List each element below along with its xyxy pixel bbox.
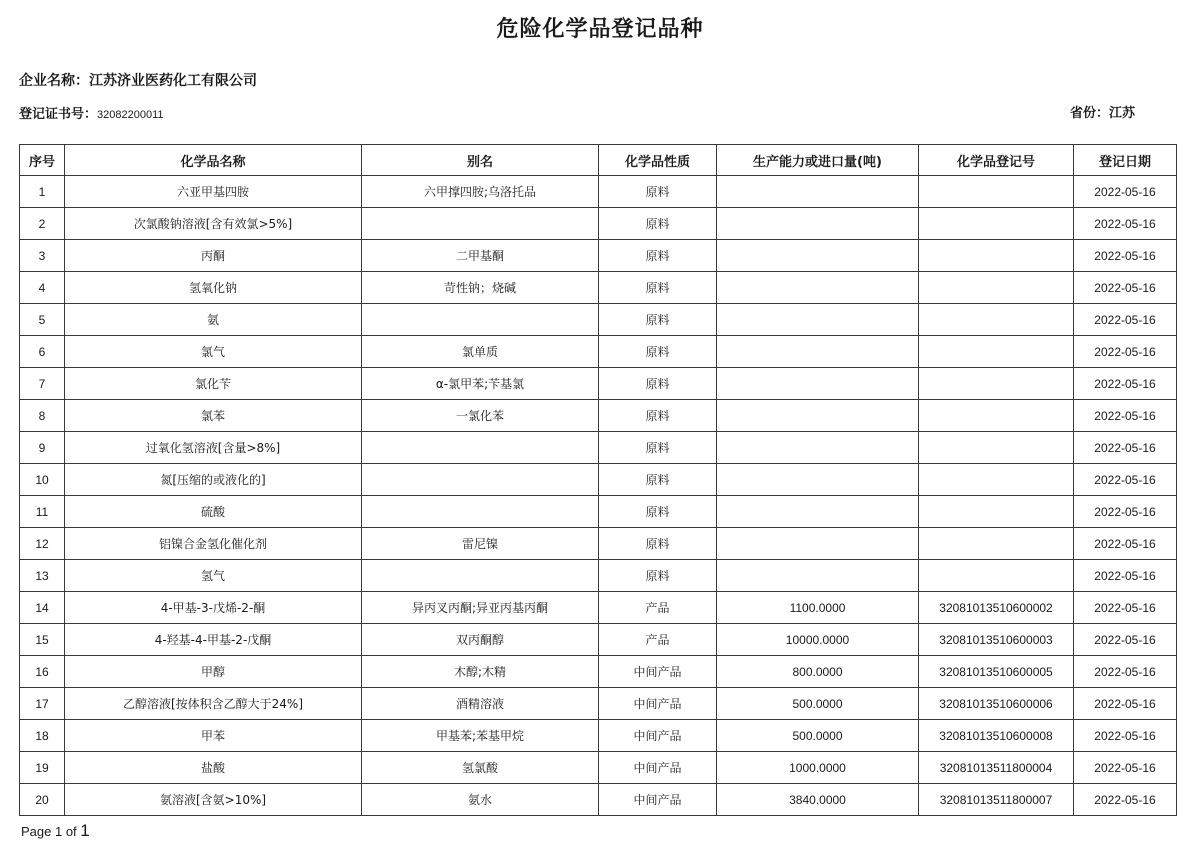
cell-name: 氢气 [65,560,362,592]
cell-alias: 木醇;木精 [362,656,599,688]
cell-reg-no [919,304,1074,336]
cell-reg-no [919,240,1074,272]
cell-nature: 原料 [599,432,717,464]
table-row [20,304,1177,336]
registration-table [19,144,1177,816]
cell-date: 2022-05-16 [1074,688,1177,720]
cell-capacity [717,272,919,304]
company-line [19,70,257,90]
header-reg-no: 化学品登记号 [919,145,1074,176]
table-row [20,464,1177,496]
cell-name: 乙醇溶液[按体积含乙醇大于24%] [65,688,362,720]
cell-name: 盐酸 [65,752,362,784]
cell-no: 19 [20,752,65,784]
cell-capacity: 3840.0000 [717,784,919,816]
table-row [20,656,1177,688]
cell-nature: 原料 [599,208,717,240]
cell-no: 4 [20,272,65,304]
page-footer-total: 1 [80,821,90,840]
table-row [20,176,1177,208]
cell-alias: 雷尼镍 [362,528,599,560]
cell-no: 8 [20,400,65,432]
table-row [20,496,1177,528]
cell-reg-no [919,336,1074,368]
cell-alias: 酒精溶液 [362,688,599,720]
table-row [20,336,1177,368]
table-row [20,560,1177,592]
cell-reg-no [919,176,1074,208]
cell-nature: 原料 [599,464,717,496]
header-name: 化学品名称 [65,145,362,176]
cell-no: 20 [20,784,65,816]
table-header-row [20,145,1177,176]
cell-date: 2022-05-16 [1074,400,1177,432]
cell-capacity [717,304,919,336]
cell-reg-no: 32081013510600002 [919,592,1074,624]
cell-name: 氮[压缩的或液化的] [65,464,362,496]
cell-alias [362,208,599,240]
cell-nature: 原料 [599,368,717,400]
cell-capacity [717,368,919,400]
cell-no: 1 [20,176,65,208]
cell-reg-no: 32081013510600008 [919,720,1074,752]
cell-name: 次氯酸钠溶液[含有效氯>5%] [65,208,362,240]
cell-nature: 原料 [599,272,717,304]
cell-no: 5 [20,304,65,336]
cell-alias: 氢氯酸 [362,752,599,784]
cell-alias: 氨水 [362,784,599,816]
cell-name: 氯气 [65,336,362,368]
cell-reg-no [919,400,1074,432]
table-row [20,720,1177,752]
table-row [20,432,1177,464]
cell-date: 2022-05-16 [1074,432,1177,464]
cell-nature: 原料 [599,560,717,592]
cell-alias [362,560,599,592]
cell-name: 氨溶液[含氨>10%] [65,784,362,816]
cell-date: 2022-05-16 [1074,528,1177,560]
cell-alias [362,304,599,336]
table-row [20,688,1177,720]
cell-capacity: 10000.0000 [717,624,919,656]
cell-alias: 甲基苯;苯基甲烷 [362,720,599,752]
cell-capacity [717,176,919,208]
cell-reg-no: 32081013510600006 [919,688,1074,720]
cell-name: 过氧化氢溶液[含量>8%] [65,432,362,464]
table-row [20,784,1177,816]
cell-capacity [717,336,919,368]
cell-alias: α-氯甲苯;苄基氯 [362,368,599,400]
cell-capacity: 1000.0000 [717,752,919,784]
cell-capacity [717,400,919,432]
cell-capacity: 1100.0000 [717,592,919,624]
cell-alias: 一氯化苯 [362,400,599,432]
certificate-number: 32082200011 [97,109,164,121]
province-line [1070,102,1135,121]
cell-no: 7 [20,368,65,400]
cell-date: 2022-05-16 [1074,368,1177,400]
cell-name: 4-甲基-3-戊烯-2-酮 [65,592,362,624]
cell-no: 17 [20,688,65,720]
cell-capacity [717,240,919,272]
cell-nature: 中间产品 [599,688,717,720]
cell-name: 硫酸 [65,496,362,528]
cell-date: 2022-05-16 [1074,624,1177,656]
cell-name: 铝镍合金氢化催化剂 [65,528,362,560]
header-alias: 别名 [362,145,599,176]
cell-date: 2022-05-16 [1074,720,1177,752]
cell-date: 2022-05-16 [1074,240,1177,272]
cell-no: 12 [20,528,65,560]
header-capacity: 生产能力或进口量(吨) [717,145,919,176]
cell-alias: 六甲撑四胺;乌洛托品 [362,176,599,208]
cell-reg-no: 32081013511800007 [919,784,1074,816]
cell-capacity [717,560,919,592]
cell-nature: 产品 [599,592,717,624]
table-body [20,176,1177,816]
cell-nature: 产品 [599,624,717,656]
cell-nature: 原料 [599,336,717,368]
table-row [20,528,1177,560]
table-row [20,400,1177,432]
cell-no: 16 [20,656,65,688]
cell-alias [362,464,599,496]
company-name: 江苏济业医药化工有限公司 [89,73,257,89]
cell-capacity: 500.0000 [717,720,919,752]
cell-reg-no [919,464,1074,496]
cell-no: 18 [20,720,65,752]
cell-date: 2022-05-16 [1074,592,1177,624]
cell-no: 10 [20,464,65,496]
cell-reg-no: 32081013510600003 [919,624,1074,656]
cell-nature: 原料 [599,528,717,560]
cell-reg-no: 32081013511800004 [919,752,1074,784]
cell-alias: 异丙叉丙酮;异亚丙基丙酮 [362,592,599,624]
cell-nature: 原料 [599,304,717,336]
cell-capacity: 800.0000 [717,656,919,688]
cell-no: 15 [20,624,65,656]
cell-date: 2022-05-16 [1074,656,1177,688]
cell-capacity [717,208,919,240]
cell-no: 13 [20,560,65,592]
cell-date: 2022-05-16 [1074,496,1177,528]
cell-capacity [717,432,919,464]
cell-reg-no [919,208,1074,240]
cell-no: 6 [20,336,65,368]
cell-alias: 苛性钠；烧碱 [362,272,599,304]
cell-no: 11 [20,496,65,528]
cell-name: 氯化苄 [65,368,362,400]
cell-capacity [717,464,919,496]
cell-name: 甲苯 [65,720,362,752]
cell-name: 氢氧化钠 [65,272,362,304]
cell-date: 2022-05-16 [1074,560,1177,592]
cell-name: 4-羟基-4-甲基-2-戊酮 [65,624,362,656]
table-row [20,272,1177,304]
cell-capacity: 500.0000 [717,688,919,720]
cell-alias: 双丙酮醇 [362,624,599,656]
header-nature: 化学品性质 [599,145,717,176]
province-label: 省份： [1070,106,1110,121]
cell-reg-no [919,560,1074,592]
cell-date: 2022-05-16 [1074,464,1177,496]
document-title: 危险化学品登记品种 [496,17,704,42]
province-value: 江苏 [1109,106,1136,121]
cell-date: 2022-05-16 [1074,304,1177,336]
cell-alias: 二甲基酮 [362,240,599,272]
cell-nature: 中间产品 [599,720,717,752]
cell-name: 氨 [65,304,362,336]
cell-reg-no [919,272,1074,304]
cell-reg-no [919,528,1074,560]
cell-date: 2022-05-16 [1074,176,1177,208]
table-row [20,208,1177,240]
cell-date: 2022-05-16 [1074,784,1177,816]
company-label: 企业名称： [19,73,89,89]
cell-no: 3 [20,240,65,272]
cell-no: 2 [20,208,65,240]
header-no: 序号 [20,145,65,176]
cell-nature: 原料 [599,176,717,208]
cell-name: 氯苯 [65,400,362,432]
cell-reg-no: 32081013510600005 [919,656,1074,688]
cell-name: 六亚甲基四胺 [65,176,362,208]
cell-name: 丙酮 [65,240,362,272]
cell-nature: 原料 [599,400,717,432]
cell-no: 9 [20,432,65,464]
cell-alias [362,432,599,464]
certificate-label: 登记证书号： [19,107,98,122]
cell-reg-no [919,432,1074,464]
cell-nature: 原料 [599,496,717,528]
page-footer-prefix: Page 1 of [21,824,81,839]
cell-nature: 中间产品 [599,752,717,784]
cell-reg-no [919,496,1074,528]
table-row [20,624,1177,656]
cell-name: 甲醇 [65,656,362,688]
cell-date: 2022-05-16 [1074,208,1177,240]
cell-date: 2022-05-16 [1074,752,1177,784]
table-row [20,240,1177,272]
page-footer [21,821,90,841]
cell-nature: 中间产品 [599,784,717,816]
cell-capacity [717,528,919,560]
cell-date: 2022-05-16 [1074,336,1177,368]
cell-alias: 氯单质 [362,336,599,368]
table-row [20,592,1177,624]
header-date: 登记日期 [1074,145,1177,176]
cell-capacity [717,496,919,528]
cell-alias [362,496,599,528]
table-row [20,752,1177,784]
table-row [20,368,1177,400]
cell-no: 14 [20,592,65,624]
cell-reg-no [919,368,1074,400]
cell-date: 2022-05-16 [1074,272,1177,304]
cell-nature: 原料 [599,240,717,272]
certificate-line [19,103,164,122]
cell-nature: 中间产品 [599,656,717,688]
